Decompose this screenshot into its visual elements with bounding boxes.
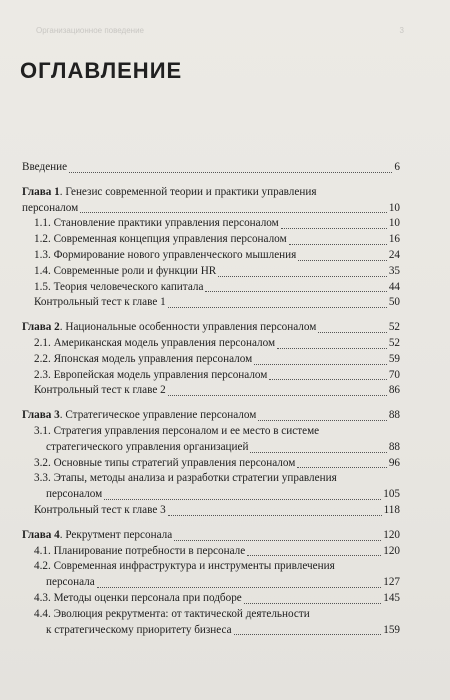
- leader-dots: [69, 172, 392, 173]
- toc-section-1-2: 1.2. Современная концепция управления персоналом 16: [34, 233, 400, 246]
- toc-section-4-3: 4.3. Методы оценки персонала при подборе 145: [34, 591, 400, 604]
- leader-dots: [244, 603, 381, 604]
- leader-dots: [298, 260, 387, 261]
- leader-dots: [174, 540, 381, 541]
- running-header: [36, 26, 404, 40]
- running-title: Организационное поведение: [36, 26, 144, 35]
- leader-dots: [205, 291, 386, 292]
- toc-test-1: Контрольный тест к главе 1 50: [34, 296, 400, 309]
- toc-section-1-4: 1.4. Современные роли и функции HR 35: [34, 264, 400, 277]
- toc-section-4-2: 4.2. Современная инфраструктура и инструменты привлечения персонала 127: [34, 560, 400, 589]
- toc-section-2-2: 2.2. Японская модель управления персоналом 59: [34, 352, 400, 365]
- toc-test-2: Контрольный тест к главе 2 86: [34, 384, 400, 397]
- toc-chapter-1: [22, 185, 400, 311]
- chapter-title-line: Глава 2. Национальные особенности управления персоналом 52: [22, 321, 400, 334]
- toc-chapter-4: [22, 528, 400, 639]
- toc-entry-label: Введение: [22, 161, 68, 173]
- leader-dots: [318, 332, 386, 333]
- leader-dots: [168, 307, 387, 308]
- chapter-prefix: Глава 4: [22, 528, 60, 541]
- chapter-title-line: [22, 185, 400, 201]
- leader-dots: [289, 244, 387, 245]
- leader-dots: [104, 499, 381, 500]
- toc-entry-page: 6: [394, 161, 400, 173]
- leader-dots: [218, 276, 387, 277]
- chapter-title: . Национальные особенности управления персоналом: [59, 321, 317, 334]
- leader-dots: [281, 228, 387, 229]
- leader-dots: [277, 348, 387, 349]
- leader-dots: [168, 395, 387, 396]
- toc-section-3-1: 3.1. Стратегия управления персоналом и ее место в системе стратегического управления организацией 88: [34, 424, 400, 453]
- leader-dots: [234, 634, 382, 635]
- toc-section-2-1: 2.1. Американская модель управления персоналом 52: [34, 336, 400, 349]
- toc-section-2-3: 2.3. Европейская модель управления персоналом 70: [34, 368, 400, 381]
- leader-dots: [97, 587, 382, 588]
- page-title: ОГЛАВЛЕНИЕ: [20, 58, 183, 83]
- header-page-number: 3: [399, 26, 404, 35]
- leader-dots: [250, 452, 386, 453]
- chapter-title-line: Глава 4. Рекрутмент персонала 120: [22, 528, 400, 541]
- leader-dots: [297, 467, 386, 468]
- chapter-title-line: Глава 3. Стратегическое управление персоналом 88: [22, 409, 400, 422]
- toc-section-4-4: 4.4. Эволюция рекрутмента: от тактической деятельности к стратегическому приоритету бизнеса 159: [34, 607, 400, 636]
- chapter-prefix: Глава 1: [22, 185, 60, 198]
- toc-test-3: Контрольный тест к главе 3 118: [34, 503, 400, 516]
- leader-dots: [247, 555, 381, 556]
- leader-dots: [258, 420, 386, 421]
- chapter-prefix: Глава 3: [22, 409, 60, 422]
- chapter-title: . Генезис современной теории и практики управления: [59, 185, 317, 198]
- toc-chapter-3: [22, 408, 400, 519]
- chapter-title: . Рекрутмент персонала: [59, 528, 173, 541]
- toc-section-3-2: 3.2. Основные типы стратегий управления персоналом 96: [34, 456, 400, 469]
- toc-section-1-5: 1.5. Теория человеческого капитала 44: [34, 280, 400, 293]
- table-of-contents: [22, 160, 400, 638]
- leader-dots: [269, 379, 386, 380]
- toc-entry-intro: [22, 160, 400, 176]
- leader-dots: [168, 515, 382, 516]
- chapter-title: . Стратегическое управление персоналом: [59, 409, 257, 422]
- toc-section-3-3: 3.3. Этапы, методы анализа и разработки стратегии управления персоналом 105: [34, 472, 400, 501]
- toc-section-1-3: 1.3. Формирование нового управленческого мышления 24: [34, 248, 400, 261]
- toc-chapter-2: [22, 320, 400, 399]
- toc-entry-page: 10: [388, 201, 400, 214]
- leader-dots: [254, 364, 387, 365]
- chapter-title-line-2: персоналом 10: [22, 201, 400, 217]
- toc-section-4-1: 4.1. Планирование потребности в персонале 120: [34, 544, 400, 557]
- leader-dots: [80, 212, 387, 213]
- toc-section-1-1: 1.1. Становление практики управления персоналом 10: [34, 217, 400, 230]
- chapter-prefix: Глава 2: [22, 321, 60, 334]
